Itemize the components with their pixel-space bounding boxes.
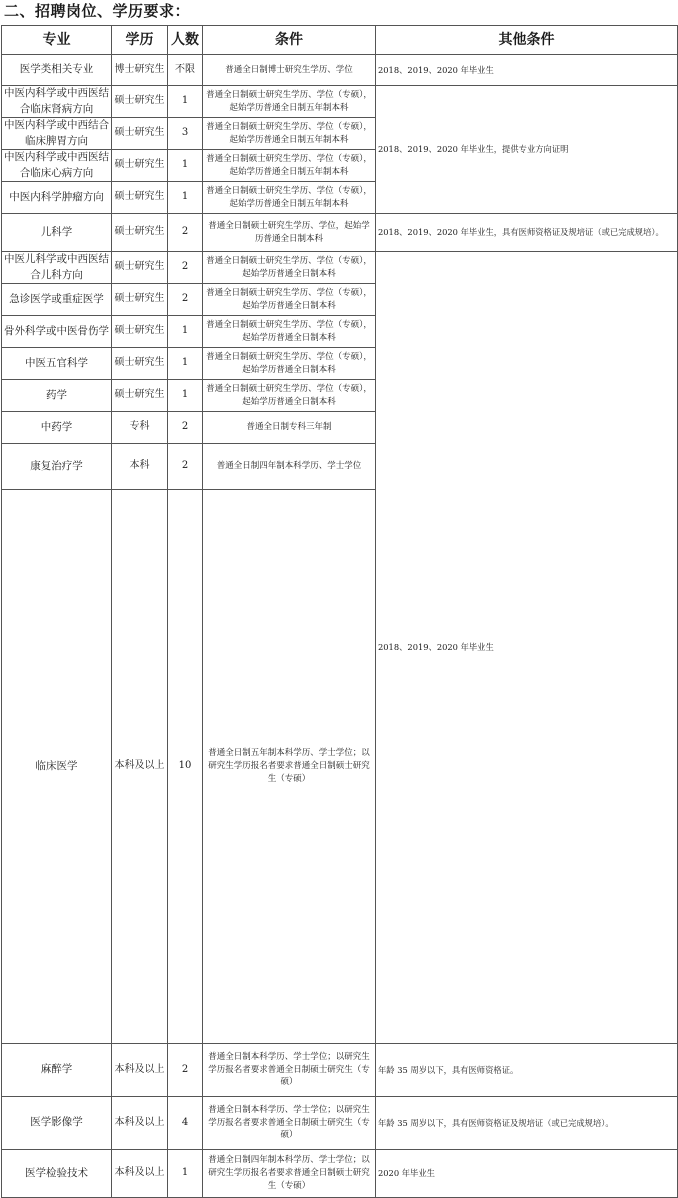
count-cell: 4 — [168, 1096, 203, 1149]
other-condition-cell: 2018、2019、2020 年毕业生，提供专业方向证明 — [376, 86, 678, 214]
section-heading: 二、招聘岗位、学历要求： — [4, 2, 191, 20]
education-cell: 硕士研究生 — [112, 182, 168, 214]
major-cell: 麻醉学 — [2, 1043, 112, 1096]
major-cell: 临床医学 — [2, 490, 112, 1044]
major-cell: 中医内科学或中西结合临床脾胃方向 — [2, 118, 112, 150]
major-cell: 康复治疗学 — [2, 444, 112, 490]
education-cell: 硕士研究生 — [112, 348, 168, 380]
condition-cell: 普通全日制硕士研究生学历、学位（专硕），起始学历普通全日制本科 — [203, 316, 376, 348]
count-cell: 1 — [168, 1149, 203, 1197]
major-cell: 中医内科学或中西医结合临床肾病方向 — [2, 86, 112, 118]
count-cell: 1 — [168, 316, 203, 348]
education-cell: 本科及以上 — [112, 1149, 168, 1197]
header-condition: 条件 — [203, 26, 376, 55]
condition-cell: 普通全日制硕士研究生学历、学位（专硕），起始学历普通全日制本科 — [203, 284, 376, 316]
table-row — [2, 252, 678, 284]
condition-cell: 普通全日制专科三年制 — [203, 412, 376, 444]
count-cell: 不限 — [168, 55, 203, 86]
table-row — [2, 86, 678, 118]
count-cell: 2 — [168, 214, 203, 252]
count-cell: 1 — [168, 348, 203, 380]
condition-cell: 普通全日制四年制本科学历、学士学位；以研究生学历报名者要求普通全日制硕士研究生（专硕） — [203, 1149, 376, 1197]
count-cell: 1 — [168, 150, 203, 182]
table-row — [2, 1043, 678, 1096]
condition-cell: 普通全日制硕士研究生学历、学位，起始学历普通全日制本科 — [203, 214, 376, 252]
education-cell: 硕士研究生 — [112, 380, 168, 412]
condition-cell: 普通全日制五年制本科学历、学士学位；以研究生学历报名者要求普通全日制硕士研究生（专硕） — [203, 490, 376, 1044]
major-cell: 医学影像学 — [2, 1096, 112, 1149]
condition-cell: 普通全日制博士研究生学历、学位 — [203, 55, 376, 86]
condition-cell: 普通全日制硕士研究生学历、学位（专硕），起始学历普通全日制五年制本科 — [203, 182, 376, 214]
count-cell: 2 — [168, 1043, 203, 1096]
major-cell: 中医五官科学 — [2, 348, 112, 380]
table-row — [2, 1149, 678, 1197]
education-cell: 硕士研究生 — [112, 316, 168, 348]
other-condition-cell: 2020 年毕业生 — [376, 1149, 678, 1197]
other-condition-cell: 年龄 35 周岁以下，具有医师资格证及规培证（或已完成规培）。 — [376, 1096, 678, 1149]
count-cell: 1 — [168, 380, 203, 412]
count-cell: 2 — [168, 444, 203, 490]
count-cell: 2 — [168, 412, 203, 444]
education-cell: 硕士研究生 — [112, 150, 168, 182]
major-cell: 中医儿科学或中西医结合儿科方向 — [2, 252, 112, 284]
major-cell: 骨外科学或中医骨伤学 — [2, 316, 112, 348]
major-cell: 药学 — [2, 380, 112, 412]
count-cell: 1 — [168, 86, 203, 118]
count-cell: 10 — [168, 490, 203, 1044]
condition-cell: 普通全日制本科学历、学士学位；以研究生学历报名者要求普通全日制硕士研究生（专硕） — [203, 1096, 376, 1149]
other-condition-cell: 年龄 35 周岁以下，具有医师资格证。 — [376, 1043, 678, 1096]
major-cell: 中医内科学肿瘤方向 — [2, 182, 112, 214]
major-cell: 中药学 — [2, 412, 112, 444]
education-cell: 专科 — [112, 412, 168, 444]
table-header-row — [2, 26, 678, 55]
major-cell: 医学检验技术 — [2, 1149, 112, 1197]
condition-cell: 普通全日制硕士研究生学历、学位（专硕），起始学历普通全日制本科 — [203, 252, 376, 284]
education-cell: 硕士研究生 — [112, 284, 168, 316]
major-cell: 急诊医学或重症医学 — [2, 284, 112, 316]
table-row — [2, 214, 678, 252]
education-cell: 本科及以上 — [112, 490, 168, 1044]
education-cell: 博士研究生 — [112, 55, 168, 86]
condition-cell: 普通全日制硕士研究生学历、学位（专硕），起始学历普通全日制五年制本科 — [203, 118, 376, 150]
header-count: 人数 — [168, 26, 203, 55]
condition-cell: 普通全日制本科学历、学士学位；以研究生学历报名者要求普通全日制硕士研究生（专硕） — [203, 1043, 376, 1096]
count-cell: 2 — [168, 284, 203, 316]
other-condition-cell: 2018、2019、2020 年毕业生 — [376, 55, 678, 86]
other-condition-cell: 2018、2019、2020 年毕业生，具有医师资格证及规培证（或已完成规培）。 — [376, 214, 678, 252]
condition-cell: 普通全日制硕士研究生学历、学位（专硕），起始学历普通全日制五年制本科 — [203, 86, 376, 118]
education-cell: 本科 — [112, 444, 168, 490]
count-cell: 2 — [168, 252, 203, 284]
education-cell: 硕士研究生 — [112, 118, 168, 150]
education-cell: 本科及以上 — [112, 1043, 168, 1096]
condition-cell: 普通全日制四年制本科学历、学士学位 — [203, 444, 376, 490]
major-cell: 中医内科学或中西医结合临床心病方向 — [2, 150, 112, 182]
other-condition-cell: 2018、2019、2020 年毕业生 — [376, 252, 678, 1044]
education-cell: 硕士研究生 — [112, 86, 168, 118]
header-education: 学历 — [112, 26, 168, 55]
condition-cell: 普通全日制硕士研究生学历、学位（专硕），起始学历普通全日制本科 — [203, 380, 376, 412]
major-cell: 儿科学 — [2, 214, 112, 252]
count-cell: 1 — [168, 182, 203, 214]
recruitment-table — [1, 25, 678, 1198]
condition-cell: 普通全日制硕士研究生学历、学位（专硕），起始学历普通全日制本科 — [203, 348, 376, 380]
count-cell: 3 — [168, 118, 203, 150]
table-row — [2, 55, 678, 86]
major-cell: 医学类相关专业 — [2, 55, 112, 86]
education-cell: 本科及以上 — [112, 1096, 168, 1149]
education-cell: 硕士研究生 — [112, 214, 168, 252]
education-cell: 硕士研究生 — [112, 252, 168, 284]
table-row — [2, 1096, 678, 1149]
header-major: 专业 — [2, 26, 112, 55]
condition-cell: 普通全日制硕士研究生学历、学位（专硕），起始学历普通全日制五年制本科 — [203, 150, 376, 182]
header-other: 其他条件 — [376, 26, 678, 55]
